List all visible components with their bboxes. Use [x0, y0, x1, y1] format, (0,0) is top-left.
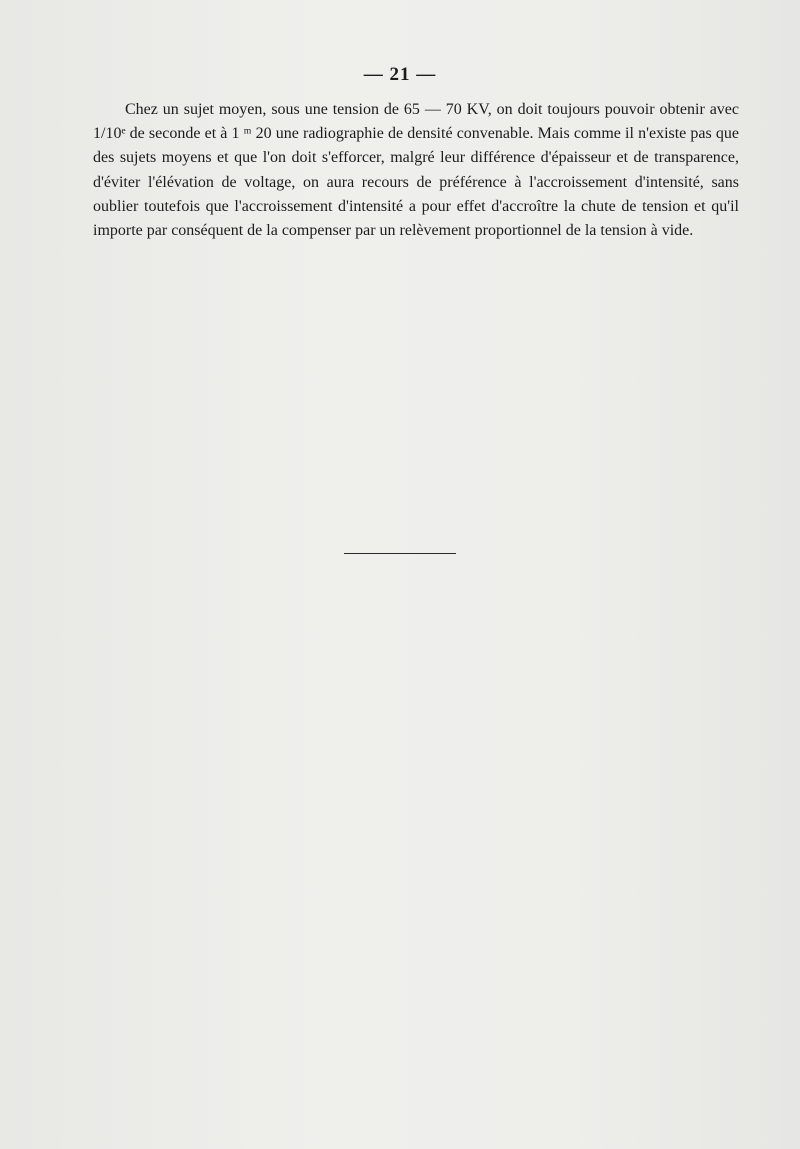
page-number: — 21 — — [363, 64, 437, 85]
body-paragraph: Chez un sujet moyen, sous une tension de 65 — 70 KV, on doit toujours pouvoir obtenir avec 1/10ᵉ de seconde et à 1 ᵐ 20 une radiographie de densité convenable. Mais comme il n'existe pas que des sujets moyens et que l'on doit s'efforcer, malgré leur différence d'épaisseur et de transparence, d'éviter l'élévation de voltage, on aura recours de préférence à l'accroissement d'intensité, sans oublier toutefois que l'accroissement d'intensité a pour effet d'accroître la chute de tension et qu'il importe par conséquent de la compenser par un relèvement proportionnel de la tension à vide. — [93, 101, 739, 240]
separator-rule — [344, 553, 456, 554]
